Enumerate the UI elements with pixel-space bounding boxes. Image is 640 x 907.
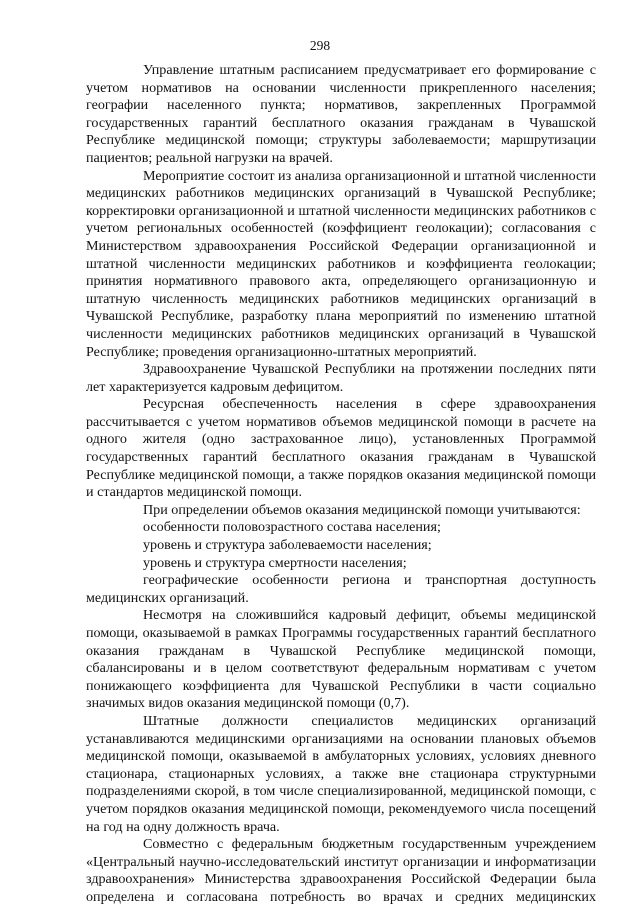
list-item-geography: географические особенности региона и транспортная доступность медицинских организаций. bbox=[86, 572, 596, 606]
paragraph-volume-criteria-intro: При определении объемов оказания медицинской помощи учитываются: bbox=[143, 501, 581, 518]
paragraph-measure-description: Мероприятие состоит из анализа организационной и штатной численности медицинских работников медицинских организаций в Чувашской Республике; корректировки организационной и штатной численности медицинских работников с учетом региональных особенностей (коэффициент геолокации); согласования с Министерством здравоохранения Российской Федерации организационной и штатной численности медицинских работников и коэффициента геолокации; принятия нормативного правового акта, определяющего организационную и штатную численность медицинских работников медицинских организаций в Чувашской Республике, разработку плана мероприятий по изменению штатной численности медицинских работников медицинских организаций в Чувашской Республике; проведения организационно-штатных мероприятий. bbox=[86, 167, 596, 360]
paragraph-resource-provision: Ресурсная обеспеченность населения в сфере здравоохранения рассчитывается с учетом нормативов объемов медицинской помощи в расчете на одного жителя (одно застрахованное лицо), установленных Программой государственных гарантий бесплатного оказания гражданам в Чувашской Республике медицинской помощи, а также порядков оказания медицинской помощи и стандартов медицинской помощи. bbox=[86, 396, 596, 501]
list-item-age-sex-structure: особенности половозрастного состава населения; bbox=[143, 519, 441, 536]
paragraph-staff-deficit: Здравоохранение Чувашской Республики на протяжении последних пяти лет характеризуется кадровым дефицитом. bbox=[86, 361, 596, 395]
paragraph-staff-positions: Штатные должности специалистов медицинских организаций устанавливаются медицинскими организациями на основании плановых объемов медицинской помощи, оказываемой в амбулаторных условиях, условиях дневного стационара, стационарных условиях, а также вне стационара структурными подразделениями скорой, в том числе специализированной, медицинской помощи, с учетом порядков оказания медицинской помощи, рекомендуемого числа посещений на год на одну должность врача. bbox=[86, 712, 596, 835]
paragraph-volume-balance: Несмотря на сложившийся кадровый дефицит, объемы медицинской помощи, оказываемой в рамках Программы государственных гарантий бесплатного оказания гражданам в Чувашской Республике медицинской помощи, сбалансированы и в целом соответствуют федеральным нормативам с учетом понижающего коэффициента для Чувашской Республики в части социально значимых видов оказания медицинской помощи (0,7). bbox=[86, 607, 596, 712]
list-item-mortality: уровень и структура смертности населения; bbox=[143, 554, 407, 571]
page-number: 298 bbox=[309, 38, 331, 53]
paragraph-staffing-management: Управление штатным расписанием предусматривает его формирование с учетом нормативов на основании численности прикрепленного населения; географии населенного пункта; нормативов, закрепленных Программой государственных гарантий бесплатного оказания гражданам в Чувашской Республике медицинской помощи; структуры заболеваемости; маршрутизации пациентов; реальной нагрузки на врачей. bbox=[86, 62, 596, 166]
paragraph-federal-institute: Совместно с федеральным бюджетным государственным учреждением «Центральный научно-исследовательский институт организации и информатизации здравоохранения» Министерства здравоохранения Российской Федерации была определена и согласована потребность во врачах и средних медицинских bbox=[86, 836, 596, 905]
list-item-morbidity: уровень и структура заболеваемости населения; bbox=[143, 537, 432, 554]
document-body bbox=[86, 62, 596, 907]
